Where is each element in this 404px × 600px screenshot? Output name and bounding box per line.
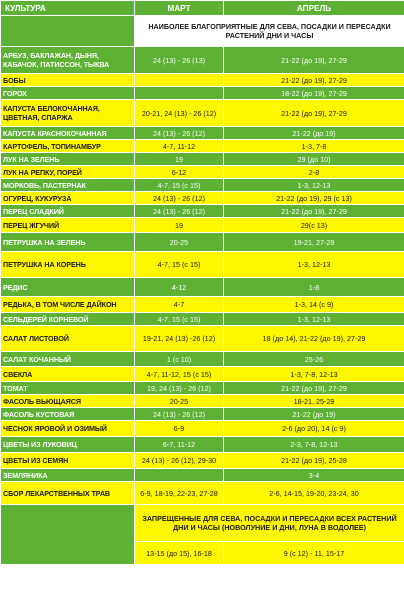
march-dates (135, 87, 224, 100)
april-dates: 18 (до 14), 21-22 (до 19), 27-29 (224, 326, 404, 352)
crop-name: СБОР ЛЕКАРСТВЕННЫХ ТРАВ (1, 482, 135, 505)
crop-name: САЛАТ КОЧАННЫЙ (1, 352, 135, 367)
april-dates: 2-3, 7-8, 12-13 (224, 437, 404, 453)
table-row (1, 233, 404, 252)
table-row (1, 482, 404, 505)
crop-name: ЛУК НА РЕПКУ, ПОРЕЙ (1, 166, 135, 179)
march-dates: 24 (13) - 26 (12) (135, 192, 224, 205)
april-dates: 21-22 (до 19), 27-29 (224, 205, 404, 218)
march-dates: 20-25 (135, 395, 224, 408)
subtitle-row (1, 16, 404, 47)
april-dates: 1-3, 12-13 (224, 313, 404, 326)
table-row (1, 313, 404, 326)
crop-name: ЦВЕТЫ ИЗ ЛУКОВИЦ (1, 437, 135, 453)
table-row (1, 469, 404, 482)
table-row (1, 252, 404, 278)
march-dates: 24 (13) - 26 (12) (135, 408, 224, 421)
table-row (1, 192, 404, 205)
march-dates: 6-9 (135, 421, 224, 437)
table-row (1, 205, 404, 218)
april-dates: 18-21, 25-29 (224, 395, 404, 408)
march-dates: 24 (13) - 26 (12) (135, 205, 224, 218)
header-april: АПРЕЛЬ (224, 1, 404, 16)
table-row (1, 47, 404, 74)
crop-name: СВЕКЛА (1, 367, 135, 382)
crop-name: СЕЛЬДЕРЕЙ КОРНЕВОЙ (1, 313, 135, 326)
april-dates: 25-26 (224, 352, 404, 367)
table-row (1, 218, 404, 233)
table-row (1, 437, 404, 453)
april-dates: 1-8 (224, 278, 404, 297)
table-row (1, 408, 404, 421)
march-dates: 6-9, 18-19, 22-23, 27-28 (135, 482, 224, 505)
crop-name: МОРКОВЬ, ПАСТЕРНАК (1, 179, 135, 192)
april-dates: 1-3, 14 (с 9) (224, 297, 404, 313)
march-dates: 4-7 (135, 297, 224, 313)
crop-name: ТОМАТ (1, 382, 135, 395)
table-row (1, 74, 404, 87)
table-row (1, 367, 404, 382)
april-dates: 1-3, 7-8, 12-13 (224, 367, 404, 382)
march-dates: 4-7, 11-12, 15 (с 15) (135, 367, 224, 382)
table-row (1, 179, 404, 192)
april-dates: 21-22 (до 19), 27-29 (224, 47, 404, 74)
header-row (1, 1, 404, 16)
crop-name: ПЕРЕЦ СЛАДКИЙ (1, 205, 135, 218)
table-row (1, 278, 404, 297)
table-row (1, 166, 404, 179)
march-dates: 20-25 (135, 233, 224, 252)
table-row (1, 352, 404, 367)
crop-name: КАРТОФЕЛЬ, ТОПИНАМБУР (1, 140, 135, 153)
crop-name: АРБУЗ, БАКЛАЖАН, ДЫНЯ, КАБАЧОК, ПАТИССОН, ТЫКВА (1, 47, 135, 74)
march-dates: 19 (135, 218, 224, 233)
crop-name: ОГУРЕЦ, КУКУРУЗА (1, 192, 135, 205)
april-dates: 1-3, 12-13 (224, 179, 404, 192)
forbidden-march: 13-15 (до 15), 16-18 (135, 542, 224, 565)
april-dates: 19-21, 27-29 (224, 233, 404, 252)
march-dates: 19 (135, 153, 224, 166)
april-dates: 21-22 (до 19), 27-29 (224, 74, 404, 87)
april-dates: 2-6, 14-15, 19-20, 23-24, 30 (224, 482, 404, 505)
crop-name: ГОРОХ (1, 87, 135, 100)
crop-name: ФАСОЛЬ ВЬЮЩАЯСЯ (1, 395, 135, 408)
march-dates: 24 (13) - 26 (12), 29-30 (135, 453, 224, 469)
forbidden-title: ЗАПРЕЩЕННЫЕ ДЛЯ СЕВА, ПОСАДКИ И ПЕРЕСАДКИ ВСЕХ РАСТЕНИЙ ДНИ И ЧАСЫ (НОВОЛУНИЕ И ДНИ, ЛУНА В ВОДОЛЕЕ) (135, 505, 404, 542)
header-march: МАРТ (135, 1, 224, 16)
april-dates: 21-22 (до 19) (224, 127, 404, 140)
march-dates: 4-7, 15 (с 15) (135, 252, 224, 278)
table-row (1, 100, 404, 127)
march-dates: 20-21, 24 (13) - 26 (12) (135, 100, 224, 127)
march-dates: 6-7, 11-12 (135, 437, 224, 453)
april-dates: 1-3, 12-13 (224, 252, 404, 278)
march-dates: 4-7, 11-12 (135, 140, 224, 153)
forbidden-spacer (1, 505, 135, 565)
march-dates: 1 (с 10) (135, 352, 224, 367)
march-dates: 4-12 (135, 278, 224, 297)
table-row (1, 153, 404, 166)
april-dates: 21-22 (до 19), 27-29 (224, 382, 404, 395)
crop-name: ПЕРЕЦ ЖГУЧИЙ (1, 218, 135, 233)
table-row (1, 326, 404, 352)
april-dates: 2-8 (224, 166, 404, 179)
table-row (1, 421, 404, 437)
crop-name: САЛАТ ЛИСТОВОЙ (1, 326, 135, 352)
table-row (1, 395, 404, 408)
march-dates: 24 (13) - 26 (12) (135, 127, 224, 140)
crop-name: КАПУСТА КРАСНОКОЧАННАЯ (1, 127, 135, 140)
table-row (1, 453, 404, 469)
crop-name: ЧЕСНОК ЯРОВОЙ И ОЗИМЫЙ (1, 421, 135, 437)
table-row (1, 140, 404, 153)
april-dates: 21-22 (до 19), 27-29 (224, 100, 404, 127)
table-row (1, 127, 404, 140)
crop-name: ПЕТРУШКА НА ЗЕЛЕНЬ (1, 233, 135, 252)
crop-name: КАПУСТА БЕЛОКОЧАННАЯ, ЦВЕТНАЯ, СПАРЖА (1, 100, 135, 127)
april-dates: 29 (до 10) (224, 153, 404, 166)
march-dates (135, 74, 224, 87)
header-crop: КУЛЬТУРА (1, 1, 135, 16)
crop-name: ПЕТРУШКА НА КОРЕНЬ (1, 252, 135, 278)
march-dates: 19, 24 (13) - 26 (12) (135, 382, 224, 395)
april-dates: 21-22 (до 19) (224, 408, 404, 421)
march-dates: 24 (13) - 26 (13) (135, 47, 224, 74)
crop-name: ЛУК НА ЗЕЛЕНЬ (1, 153, 135, 166)
crop-name: РЕДЬКА, В ТОМ ЧИСЛЕ ДАЙКОН (1, 297, 135, 313)
april-dates: 3-4 (224, 469, 404, 482)
crop-name: ЦВЕТЫ ИЗ СЕМЯН (1, 453, 135, 469)
april-dates: 18-22 (до 19), 27-29 (224, 87, 404, 100)
april-dates: 29(с 13) (224, 218, 404, 233)
subtitle: НАИБОЛЕЕ БЛАГОПРИЯТНЫЕ ДЛЯ СЕВА, ПОСАДКИ И ПЕРЕСАДКИ РАСТЕНИЙ ДНИ И ЧАСЫ (135, 16, 404, 47)
march-dates (135, 469, 224, 482)
march-dates: 6-12 (135, 166, 224, 179)
march-dates: 19-21, 24 (13) -26 (12) (135, 326, 224, 352)
april-dates: 2-6 (до 20), 14 (с 9) (224, 421, 404, 437)
april-dates: 1-3, 7-8 (224, 140, 404, 153)
forbidden-april: 9 (с 12) - 11, 15-17 (224, 542, 404, 565)
crop-name: БОБЫ (1, 74, 135, 87)
march-dates: 4-7, 15 (с 15) (135, 313, 224, 326)
table-row (1, 382, 404, 395)
april-dates: 21-22 (до 19), 25-28 (224, 453, 404, 469)
crop-name: РЕДИС (1, 278, 135, 297)
crop-name: ФАСОЛЬ КУСТОВАЯ (1, 408, 135, 421)
forbidden-title-row (1, 505, 404, 542)
subtitle-spacer (1, 16, 135, 47)
crop-name: ЗЕМЛЯНИКА (1, 469, 135, 482)
march-dates: 4-7, 15 (с 15) (135, 179, 224, 192)
table-row (1, 87, 404, 100)
april-dates: 21-22 (до 19), 29 (с 13) (224, 192, 404, 205)
table-row (1, 297, 404, 313)
